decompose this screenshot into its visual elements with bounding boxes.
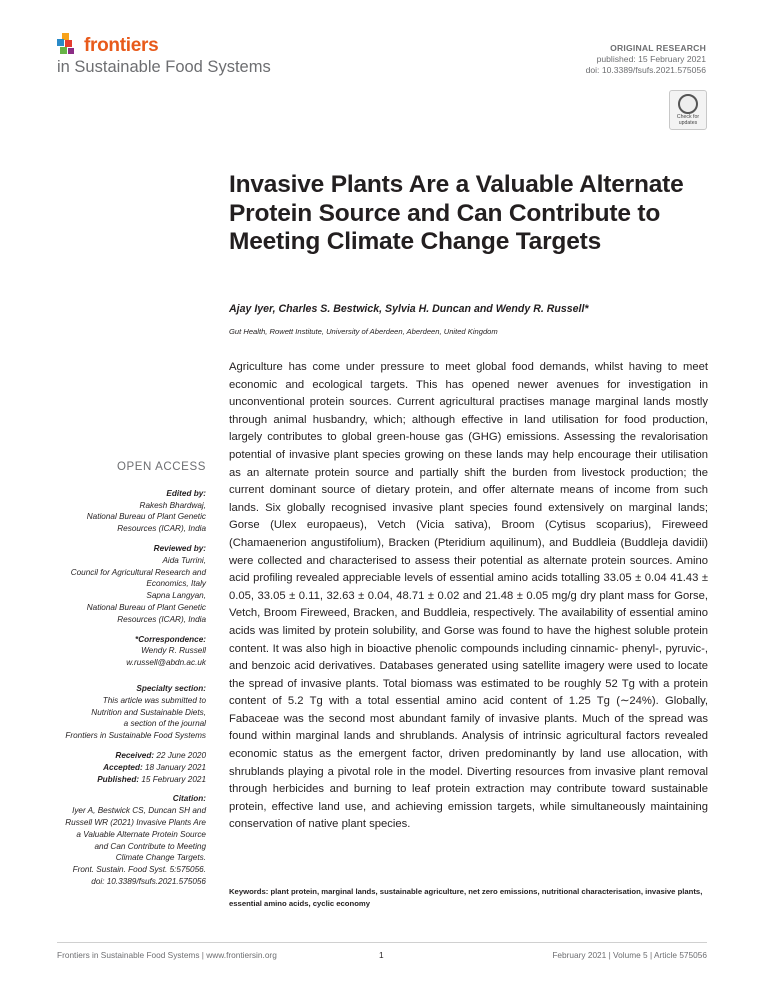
specialty-label: Specialty section:	[136, 683, 206, 693]
keywords-label: Keywords:	[229, 887, 269, 896]
reviewed-by-line: Resources (ICAR), India	[117, 614, 206, 624]
published-line	[56, 774, 206, 786]
received-label: Received:	[115, 750, 155, 760]
article-type: ORIGINAL RESEARCH	[610, 43, 706, 53]
specialty-line: Nutrition and Sustainable Diets,	[91, 707, 206, 717]
accepted-date: 18 January 2021	[145, 762, 206, 772]
check-for-updates-badge[interactable]	[669, 90, 707, 130]
specialty-line: a section of the journal	[123, 719, 206, 729]
specialty-section	[56, 683, 206, 742]
citation-section	[56, 793, 206, 887]
page-number: 1	[379, 950, 384, 960]
citation-line: Russell WR (2021) Invasive Plants Are	[65, 817, 206, 827]
reviewed-by-line: Economics, Italy	[146, 579, 206, 589]
received-date: 22 June 2020	[156, 750, 206, 760]
correspondence-name: Wendy R. Russell	[141, 646, 206, 656]
dates-section	[56, 750, 206, 785]
correspondence-email[interactable]: w.russell@abdn.ac.uk	[126, 658, 206, 668]
reviewed-by-line: National Bureau of Plant Genetic	[86, 602, 206, 612]
correspondence-section	[56, 634, 206, 669]
frontiers-logo-icon	[57, 33, 79, 57]
author-list: Ajay Iyer, Charles S. Bestwick, Sylvia H. Duncan and Wendy R. Russell*	[229, 303, 589, 315]
published-date: published: 15 February 2021	[596, 54, 706, 64]
keywords-list: plant protein, marginal lands, sustainable agriculture, net zero emissions, nutritional characterisation, invasive plants, essential amino acids, cyclic economy	[229, 887, 703, 908]
footer-divider	[57, 942, 707, 943]
abstract: Agriculture has come under pressure to meet global food demands, whilst having to meet economic and ecological targets. This has opened newer avenues for investigation in unconventional protein sources. Current agricultural practises manage marginal lands mostly through animal husbandry, which; although effective in land utilisation for food production, largely contributes to global green-house gas (GHG) emissions. Assessing the revalorisation potential of invasive plant species growing on these lands may help encourage their utilisation as an alternate protein source and partially shift the burden from livestock production; the current dominant source of dietary protein, and offer alternate means of income from such lands. Six globally recognised invasive plant species found extensively on marginal lands; Gorse (Ulex europaeus), Vetch (Vicia sativa), Broom (Cytisus scoparius), Fireweed (Chamaenerion angustifolium), Bracken (Pteridium aquilinum), and Buddleia (Buddleja davidii) were collected and characterised to assess their potential as alternate protein sources. Amino acid profiling revealed appreciable levels of essential amino acids totalling 33.05 ± 0.04 41.43 ± 0.05, 33.05 ± 0.11, 32.63 ± 0.04, 48.71 ± 0.02 and 21.48 ± 0.05 mg/g dry plant mass for Gorse, Vetch, Broom Fireweed, Bracken, and Buddleia, respectively. The availability of essential amino acids was limited by protein solubility, and Gorse was found to have the highest soluble protein content. It was also high in bioactive phenolic compounds including cinnamic- phenyl-, pyruvic-, and benzoic acid derivatives. Databases generated using satellite imagery were used to locate the spread of invasive plants. Total biomass was estimated to be roughly 52 Tg with a protein content of 5.2 Tg with a total essential amino acid content of 1.25 Tg (∼24%). Globally, Fabaceae was the second most abundant family of invasive plants. Much of the spread was found within marginal lands and shrublands. Analysis of intrinsic agricultural factors revealed economic status as the emergent factor, driven predominantly by land use allocation, with shrublands playing a pivotal role in the model. Diverting resources from invasive plant removal through herbicides and burning to leaf protein extraction may contribute toward sustainable protein, effective land use, and achieving emission targets, while simultaneously maintaining conservation of native plant species.	[229, 361, 708, 831]
footer-journal[interactable]: Frontiers in Sustainable Food Systems | www.frontiersin.org	[57, 950, 277, 960]
citation-line: and Can Contribute to Meeting	[94, 841, 206, 851]
edited-by-line: National Bureau of Plant Genetic	[86, 512, 206, 522]
citation-line: Front. Sustain. Food Syst. 5:575056.	[72, 865, 206, 875]
edited-by-line: Rakesh Bhardwaj,	[139, 500, 206, 510]
frontiers-brand[interactable]: frontiers	[84, 35, 159, 56]
citation-line[interactable]: doi: 10.3389/fsufs.2021.575056	[91, 876, 206, 886]
specialty-line: This article was submitted to	[102, 695, 206, 705]
article-sidebar	[56, 462, 206, 896]
published-label: Published:	[97, 774, 140, 784]
keywords	[229, 886, 708, 910]
edited-by-line: Resources (ICAR), India	[117, 524, 206, 534]
reviewed-by-line: Aida Turrini,	[162, 555, 206, 565]
article-doi[interactable]: doi: 10.3389/fsufs.2021.575056	[585, 65, 706, 75]
reviewed-by-line: Sapna Langyan,	[146, 591, 206, 601]
reviewed-by-line: Council for Agricultural Research and	[70, 567, 206, 577]
accepted-line	[56, 762, 206, 774]
correspondence-label: *Correspondence:	[135, 634, 206, 644]
received-line	[56, 750, 206, 762]
edited-by-label: Edited by:	[166, 488, 206, 498]
badge-label: Check for updates	[676, 114, 700, 126]
footer-issue: February 2021 | Volume 5 | Article 575056	[552, 950, 707, 960]
article-title: Invasive Plants Are a Valuable Alternate Protein Source and Can Contribute to Meeting Climate Change Targets	[229, 171, 684, 255]
citation-label: Citation:	[172, 794, 206, 804]
open-access-label: OPEN ACCESS	[116, 461, 206, 473]
affiliation: Gut Health, Rowett Institute, University of Aberdeen, Aberdeen, United Kingdom	[229, 327, 498, 336]
reviewed-by-section	[56, 543, 206, 626]
edited-by-section	[56, 488, 206, 535]
specialty-line: Frontiers in Sustainable Food Systems	[65, 731, 206, 741]
article-meta	[586, 43, 706, 76]
accepted-label: Accepted:	[103, 762, 143, 772]
citation-line: a Valuable Alternate Protein Source	[76, 829, 206, 839]
published-date-sidebar: 15 February 2021	[141, 774, 206, 784]
check-updates-icon	[678, 94, 698, 114]
citation-line: Iyer A, Bestwick CS, Duncan SH and	[72, 806, 206, 816]
citation-line: Climate Change Targets.	[115, 853, 206, 863]
reviewed-by-label: Reviewed by:	[153, 543, 206, 553]
journal-name: in Sustainable Food Systems	[57, 58, 271, 76]
